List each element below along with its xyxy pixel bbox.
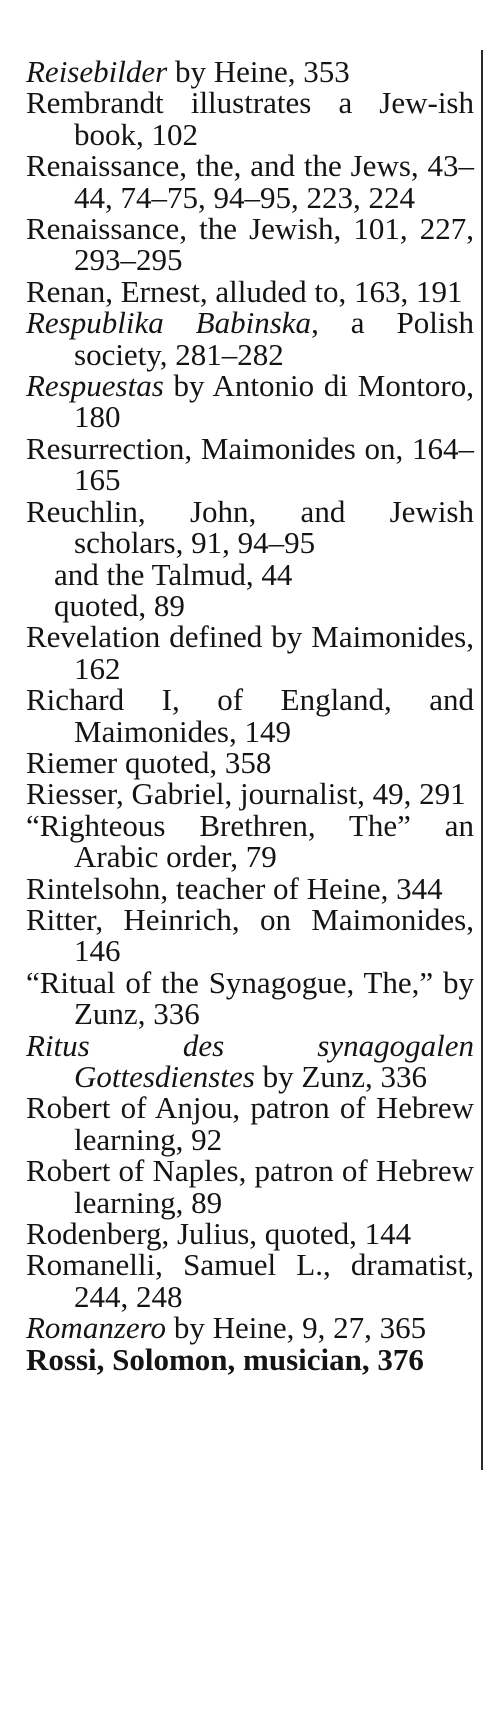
index-subentry: quoted, 89	[54, 587, 185, 623]
index-entry: Riemer quoted, 358	[26, 744, 272, 780]
index-entry: Rembrandt illustrates a Jew-ish book, 102	[26, 85, 474, 152]
column-rule	[481, 50, 483, 1470]
index-entry: Revelation defined by Maimonides, 162	[26, 619, 474, 686]
index-entry: Resurrection, Maimonides on, 164–165	[26, 430, 474, 498]
index-entry: Rintelsohn, teacher of Heine, 344	[26, 870, 443, 906]
index-entry: Ritter, Heinrich, on Maimonides, 146	[26, 901, 474, 969]
index-entry: Reisebilder by Heine, 353	[26, 54, 350, 89]
index-entry: “Righteous Brethren, The” an Arabic order, 79	[26, 807, 474, 875]
index-entry: Renaissance, the Jewish, 101, 227, 293–295	[26, 211, 474, 278]
index-entry: Riesser, Gabriel, journalist, 49, 291	[26, 776, 466, 812]
index-entry: Robert of Anjou, patron of Hebrew learning, 92	[26, 1090, 474, 1157]
index-entry: Reuchlin, John, and Jewish scholars, 91, 94–95	[26, 493, 474, 561]
index-entry: Romanzero by Heine, 9, 27, 365	[26, 1310, 427, 1346]
index-entry: “Ritual of the Synagogue, The,” by Zunz, 336	[26, 964, 474, 1032]
index-entry: Rodenberg, Julius, quoted, 144	[26, 1216, 412, 1252]
index-subentry: and the Talmud, 44	[54, 556, 293, 592]
index-entry: Renan, Ernest, alluded to, 163, 191	[26, 273, 463, 309]
index-entry: Rossi, Solomon, musician, 376	[26, 1341, 424, 1377]
index-entry: Respuestas by Antonio di Montoro, 180	[26, 368, 474, 435]
index-entry: Respublika Babinska, a Polish society, 281–282	[26, 305, 474, 372]
index-entry: Renaissance, the, and the Jews, 43–44, 74–75, 94–95, 223, 224	[26, 148, 474, 215]
index-column	[26, 56, 474, 1375]
index-entry: Ritus des synagogalen Gottesdienstes by Zunz, 336	[26, 1027, 474, 1094]
index-entry: Romanelli, Samuel L., dramatist, 244, 248	[26, 1247, 474, 1314]
index-entry: Robert of Naples, patron of Hebrew learning, 89	[26, 1153, 474, 1220]
index-entry: Richard I, of England, and Maimonides, 149	[26, 682, 474, 749]
